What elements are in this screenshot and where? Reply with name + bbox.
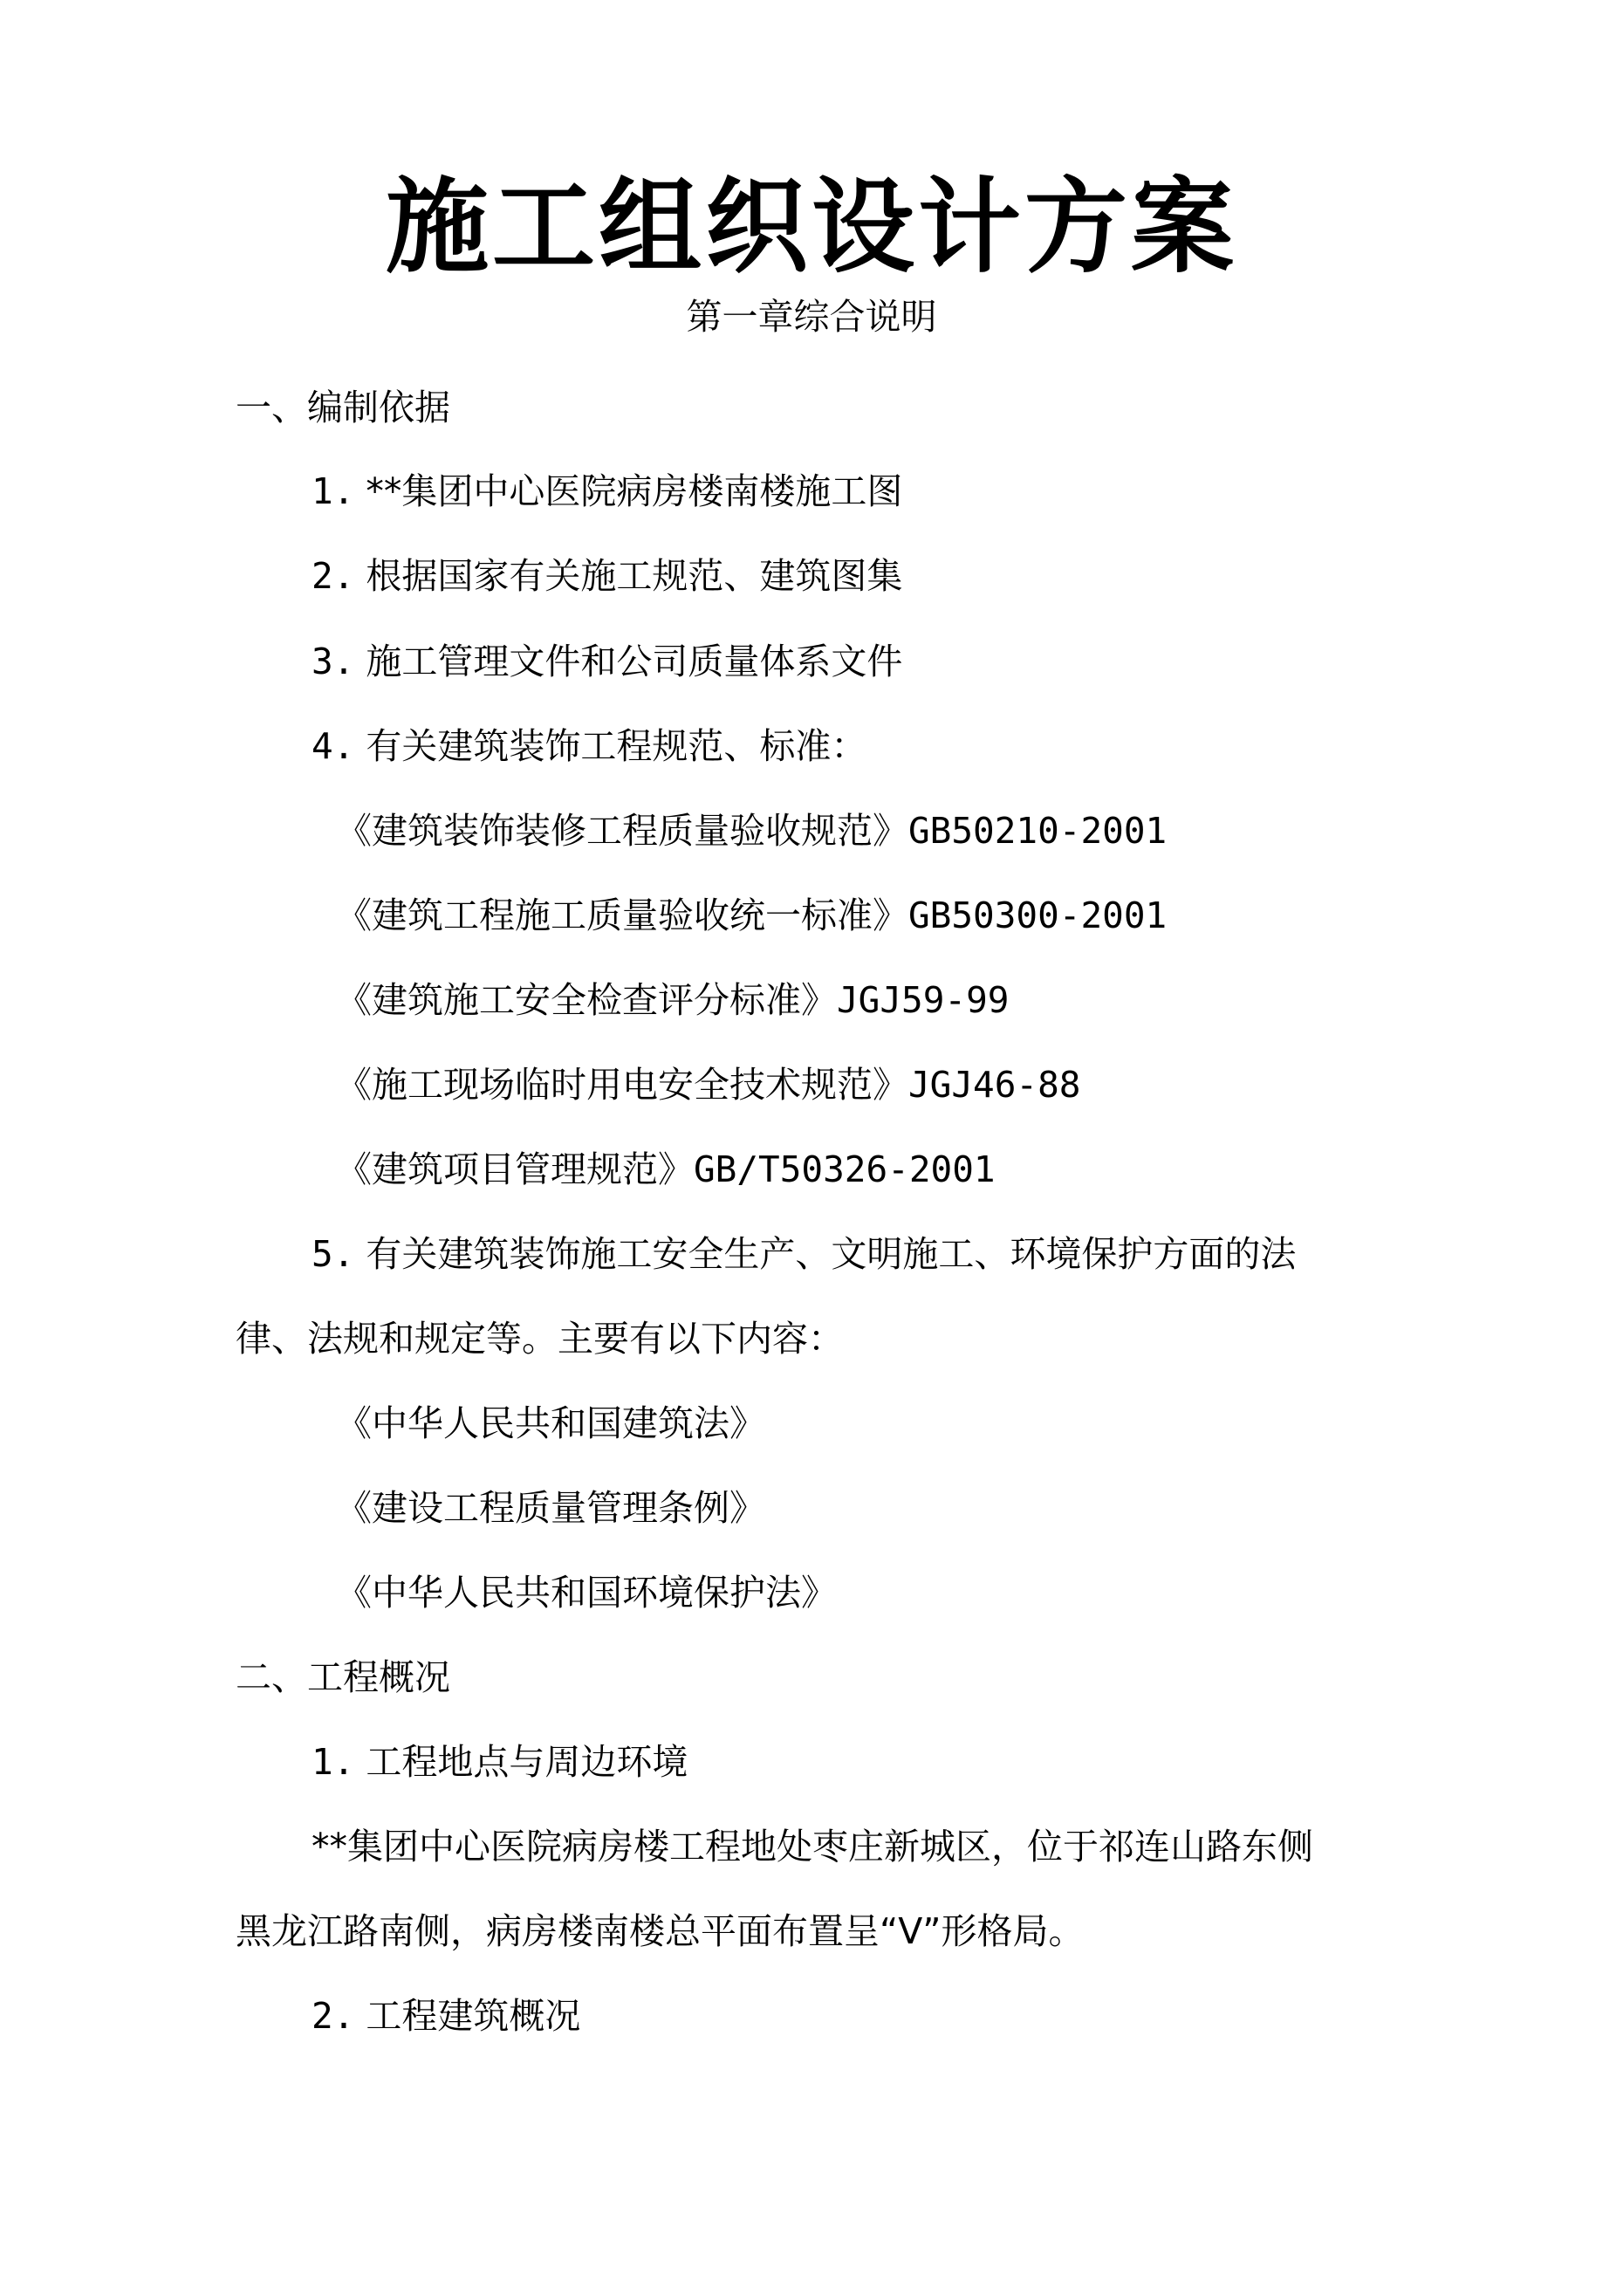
list-item: [312, 723, 866, 770]
law-reference: 《建设工程质量管理条例》: [336, 1487, 765, 1529]
document-title: 施工组织设计方案: [385, 167, 1237, 287]
standard-code: GB50210-2001: [908, 810, 1168, 852]
standard-reference: [336, 807, 1167, 854]
standard-code: GB50300-2001: [908, 894, 1168, 936]
section-heading-overview: 二、工程概况: [236, 1656, 450, 1698]
list-item-number: 5.: [312, 1233, 355, 1275]
list-item-text: 工程地点与周边环境: [366, 1741, 688, 1783]
paragraph-line: **集团中心医院病房楼工程地处枣庄新城区，位于祁连山路东侧: [312, 1826, 1313, 1868]
list-item-text: 根据国家有关施工规范、建筑图集: [366, 555, 903, 597]
law-reference: 《中华人民共和国建筑法》: [336, 1402, 765, 1444]
standard-reference: [336, 1061, 1080, 1108]
list-item: [312, 552, 902, 600]
chapter-heading: 第一章综合说明: [686, 296, 937, 338]
list-item: [312, 468, 902, 515]
list-item-number: 4.: [312, 725, 355, 767]
standard-code: JGJ59-99: [837, 979, 1010, 1021]
standard-name: 《建筑工程施工质量验收统一标准》: [336, 894, 908, 936]
list-item-text: 施工管理文件和公司质量体系文件: [366, 641, 903, 682]
standard-name: 《建筑项目管理规范》: [336, 1148, 694, 1190]
law-reference: 《中华人民共和国环境保护法》: [336, 1572, 837, 1614]
list-item: [312, 638, 902, 685]
list-item-number: 1.: [312, 470, 355, 512]
list-item-text: 工程建筑概况: [366, 1995, 581, 2037]
standard-code: GB/T50326-2001: [694, 1148, 996, 1190]
list-item-text: 有关建筑装饰工程规范、标准：: [366, 725, 867, 767]
list-item: [312, 1738, 688, 1785]
standard-name: 《施工现场临时用电安全技术规范》: [336, 1064, 908, 1106]
list-item-text: 有关建筑装饰施工安全生产、文明施工、环境保护方面的法: [366, 1233, 1297, 1275]
list-item-number: 2.: [312, 1995, 355, 2037]
list-item-number: 3.: [312, 641, 355, 682]
list-item: [312, 1230, 1296, 1278]
list-item-continuation: 律、法规和规定等。主要有以下内容：: [236, 1318, 844, 1360]
list-item-number: 1.: [312, 1741, 355, 1783]
standard-code: JGJ46-88: [908, 1064, 1081, 1106]
standard-reference: [336, 892, 1167, 939]
list-item-number: 2.: [312, 555, 355, 597]
list-item: [312, 1992, 580, 2039]
section-heading-basis: 一、编制依据: [236, 387, 450, 428]
standard-name: 《建筑施工安全检查评分标准》: [336, 979, 837, 1021]
standard-reference: [336, 977, 1009, 1024]
standard-name: 《建筑装饰装修工程质量验收规范》: [336, 810, 908, 852]
standard-reference: [336, 1146, 996, 1193]
paragraph-line: 黑龙江路南侧，病房楼南楼总平面布置呈“V”形格局。: [236, 1910, 1085, 1952]
list-item-text: **集团中心医院病房楼南楼施工图: [366, 470, 903, 512]
